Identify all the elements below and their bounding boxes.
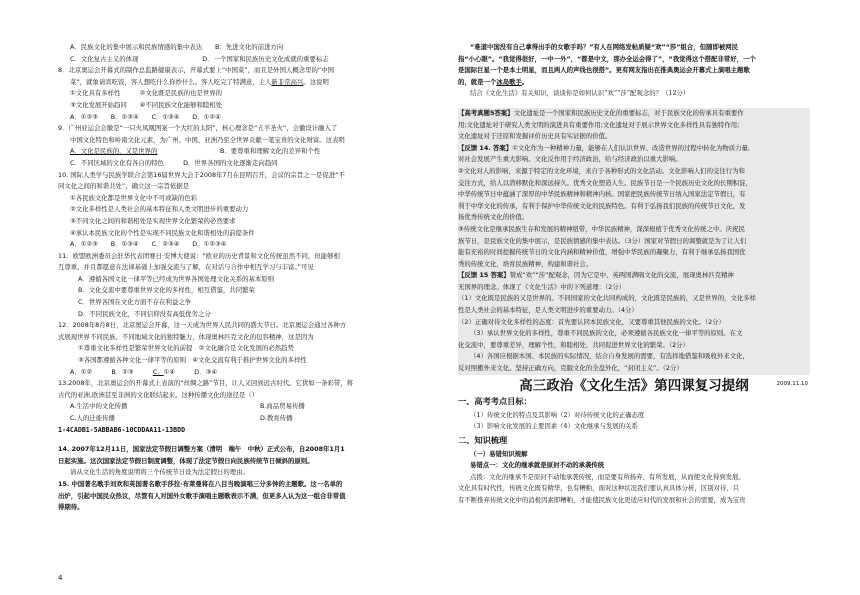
q9-option-b: B．要尊重和理解文化的差异和个性 xyxy=(220,147,321,156)
q13-stem-line2: 古代的亚洲,欧洲甚至非洲的文化联结起来。这种传播文化的途径是（） xyxy=(58,390,259,399)
q10-options: A．①②③ B．①③④ C．②③④ D．①②③④ xyxy=(70,240,227,249)
answer-14-line3: ②文化对人的影响，来源于特定的文化环境，来自于各种形式的文化活动。文化影响人们的交往行为和 xyxy=(458,166,745,175)
q10-statement-2: ②文化多样性是人类社会的基本特征和人类文明进步的重要动力 xyxy=(70,205,249,214)
q8-stem-line2: 菜”，就象请宾吃饭，客人想吃什么你炒什么。客人吃完了特满意，主人新非常高兴。这说明 xyxy=(70,77,329,86)
page-number: 4 xyxy=(58,574,63,582)
q15-stem-line2: 出炉，引起中国民众热议，尽管有人对国外女歌手演唱主题歌表示不满，但更多人认为这一组合非常值 xyxy=(58,491,346,500)
answer-15-line3: （1）文化既是民族的又是世界的。不同国家的文化共同构成的，文化既是民族的，又是世界的，文化多样 xyxy=(458,294,757,303)
explanation-line3: 有不断推弃传统文化中的消极因素即糟粕，才能使民族文化更适应时代的发展和社会的需要，成为宝贵 xyxy=(458,495,746,504)
answer-15-line4: 性是人类社会的基本特征，是人类文明进步的重要动力。（4分） xyxy=(458,306,638,315)
q13-options-cd: C.人的迁徙传播 D.教育传播 xyxy=(70,414,293,422)
q9-options-cd: C．不同区域的文化有各自的特色 D．世界各国的文化逐渐走向趋同 xyxy=(70,158,278,167)
answer-5-line1: 【高考真题5答案】文化遗址是一个国家和民族历史文化的重要标志，对于民族文化的传承具有重要作 xyxy=(458,108,744,117)
section-exam-targets: 一、高考考点目标： xyxy=(458,396,532,407)
q11-option-a: A．遵循各国文化一律平等已经成为世界各国处理文化关系的基本原则 xyxy=(78,274,275,283)
q15-passage-line3: 是国际巨星一个是本土明星，而且两人的声线也很搭”。更有网友指出在推典奥运会开幕式上演唱主题歌 xyxy=(458,66,750,75)
answer-key: 1-4CADB1-5ABBAB6-10CDDAA11-13BDD xyxy=(58,425,186,434)
answer-15-label: 【反馈 15 答案】 xyxy=(458,271,510,280)
q7-options-cd: C．文化复古主义的体现 D．一个国家和民族历史文化成就的重要标志 xyxy=(70,54,329,63)
section-knowledge-review: 二、知识梳理 xyxy=(458,435,508,445)
q10-statement-1: ①各民族文化都是世界文化中不可或缺的色彩 xyxy=(70,193,198,202)
answer-15-line7: 化交流中，要尊重差异，理解个性，和睦相处，共同促进世界文化的繁荣。（2分） xyxy=(458,340,689,349)
answer-14-line4: 交往方式，给人以潜移默化和深远持久。优秀文化塑造人生。民族节日是一个民族历史文化的长期积淀， xyxy=(458,178,752,187)
q14-stem-line1: 14. 2007年12月11日，国家法定节假日调整方案（清明 端午 中秋）正式公布，自2008年1月1 xyxy=(58,445,345,454)
explanation-line1: 点拨：文化的继承不是原封不动地承袭传统，而是要有所扬弃、有所发展，从而使文化得到发展。 xyxy=(470,472,745,481)
left-column xyxy=(58,42,424,514)
answer-5-label: 【高考真题5答案】 xyxy=(458,108,514,117)
answer-15-line1: 【反馈 15 答案】赞成“欢”“莎”配观念，因为它是中、英两国满唱文化的交流，展现奥林匹克精神 xyxy=(458,271,734,280)
answer-15-line9: 反对照搬外来文化。坚持正确方向，克服文化的全盘外化，“封闭主义”。（2分） xyxy=(458,364,683,373)
q9-options-ab xyxy=(58,146,424,158)
explanation-line2: 文化具有时代性，传统文化既有精华，也有糟粕，面对这种状况我们要认真具体分析，区别对待，只 xyxy=(458,484,740,493)
q12-answer-mark: C． xyxy=(152,367,164,376)
q15-passage-line1: “难道中国没有自己拿得出手的女歌手吗？”有人在网络发帖质疑“欢”“莎”组合，但随即被网民 xyxy=(470,43,739,51)
q15-stem-line1: 15. 中国著名歌手刘欢和英国著名歌手莎拉·布莱曼将在八目当晚演唱三分多钟的主题歌。这一名单的 xyxy=(58,479,343,488)
answer-14-line7: 扬优秀传统文化的价值。 xyxy=(458,213,529,222)
q13-options-ab: A.生活中的文化传播 B.商品贸易传播 xyxy=(70,402,305,411)
q12-stem-line2: 式展现世界不同民族、不同地域文化的独特魅力，体现奥林匹克文化的包容精神，这是因为 xyxy=(58,332,314,341)
answer-14-line11: 秀的传统文化，培育民族精神，构建和谐社会。 xyxy=(458,259,593,268)
q10-stem-line1: 10. 国际人类学与民族学联合会第16届世界大会于2008年7月在昆明召开，会议的宗旨之一是促进“不 xyxy=(58,170,345,179)
outline-date: 2009.11.10 xyxy=(776,380,808,387)
answer-14-line9: 族节日，是民族文化的集中展示，是民族情感的集中表达。（3分）国家对节假日的调整就是为了让人们 xyxy=(458,236,747,245)
subsection-error-prone: （一）易错知识规解 xyxy=(470,449,528,458)
underlined-phrase: 新非常高兴 xyxy=(271,77,304,86)
q9-stem-line1: 9．广州亚运会会徽是“一只火凤凰图案一个大红的太阳”，核心理念是“五羊圣火”，会徽设计融入了 xyxy=(58,124,338,133)
q10-stem-line2: 同文化之间的和谐共处”，确立这一宗旨依据是 xyxy=(58,182,190,191)
q14-stem-line2: 日起实施。这次国家法定节假日制度调整，体现了法定节假日向民族传统节日倾斜的原则。 xyxy=(58,456,314,465)
right-column xyxy=(458,42,810,507)
answer-14-line8: ③传统文化是继承民族生存和发展的精神纽带，中华民族精神，深深根植于优秀文化传统之中。庆祝民 xyxy=(458,224,745,233)
q12-stem-line1: 12．2008年8月8日，北京奥运会开幕，这一天成为世界人民共同的盛大节日。北京奥运会通过各种方 xyxy=(58,321,347,330)
answer-block xyxy=(458,108,810,375)
q10-statement-3: ③不同文化之间的和谐相处是实现世界文化繁荣的必然要求 xyxy=(70,216,236,225)
q11-option-b: B．文化交流中要尊重世界文化的多样性，相互借鉴，共同繁荣 xyxy=(78,286,255,295)
q8-statements-34: ③文化发展开始趋同 ④不同民族文化能够和睦相处 xyxy=(70,100,223,109)
q11-stem-line1: 11．欧盟欧洲委员会驻华代表团赛日·安博大使说：“欧亚的历史背景和文化传统虽然不同，但能够相 xyxy=(58,251,340,260)
answer-5-line3: 文化遗址对于还原和发掘评价历史具有实证据的价值。 xyxy=(458,132,612,141)
answer-14-line5: 中华传统节日中蕴涵了深厚的中华民族精神和精神内核。国家把民族传统节日纳入国家法定节假日，有 xyxy=(458,190,746,199)
underlined-phrase: 冰岛歌手 xyxy=(496,77,522,86)
answer-15-line8: （4）各国应根据本国、本民族的实际情况，结合自身发展的需要，有选择地借鉴和吸收外来文化， xyxy=(470,352,749,361)
q14-prompt: 请从文化生活的角度说明将三个传统节日设为法定假日的理由。 xyxy=(70,468,249,477)
q11-stem-line2: 互尊重，并且都愿意在法律基础上加强交流与了解，在对话与合作中相互学习与丰富。”可见 xyxy=(58,263,314,272)
answer-15-line2: 无国界的理念。体现了《文化生活》中的下列道理：（2分） xyxy=(458,282,626,291)
answer-14-line2: 对社会发展产生重大影响。文化反作用于经济政治，给与经济政治以重大影响。 xyxy=(458,155,682,164)
q12-statements-12: ①尊重文化多样性是繁荣世界文化的前提 ②文化融合是文化发展的必然趋势 xyxy=(78,344,294,353)
q12-statements-34: ③各国都遵循各种文化一律平等的原则 ④文化交流有利于推护世界文化的多样性 xyxy=(78,356,307,365)
q8-statements-12: ①文化具有多样性 ②文化既是民族的也是世界的 xyxy=(70,89,223,98)
q12-options: A．①② B．②③ C．①④ D．③④ xyxy=(70,367,218,376)
answer-14-label: 【反馈 14. 答案】 xyxy=(458,143,513,152)
q11-option-d: D．不同民族文化，不同信仰没有高低优劣之分 xyxy=(78,309,211,318)
q13-stem-line1: 13.2008年，北京奥运会的开幕式上表演的“丝绸之路”节目，让人又回到远古时代。它犹如一条彩带，将 xyxy=(58,379,354,388)
q7-options-ab: A．民族文化的集中展示和民族情感的集中表达 B．先进文化的前进方向 xyxy=(70,43,284,51)
answer-14-line1: 【反馈 14. 答案】①文化作为一种精神力量，能够在人们认识世界、改造世界的过程中转化为物质力量, xyxy=(458,143,750,152)
answer-5-line2: 用;文化遗址对于研究人类文明的演进具有重要作用;文化遗址对于展示世界文化多样性具有独特作用; xyxy=(458,120,740,129)
q8-stem-line1: 8．北京奥运会开幕式的制作总监路健康表示，开幕式要上“中国菜”，而且是外国人概念里的“中国 xyxy=(58,66,335,75)
q9-stem-line2: 中国文化特色和岭南文化元素，为广州、中国、亚洲乃至全世界贡献一笔宝贵的文化财富。这表明 xyxy=(70,135,345,144)
error-point-1: 易错点一：文化的继承就是原封不动的承袭传统 xyxy=(470,461,605,470)
q15-prompt: 结合《文化生活》有关知识，谈谈你是如何认识“欢”“莎”配观念的？（12分） xyxy=(470,89,690,98)
q10-statement-4: ④承认本民族文化的个性是实现不同民族文化和谐相处的前提条件 xyxy=(70,228,255,237)
q9-option-a: A．文化是民族的，又是世界的 xyxy=(70,147,158,156)
answer-15-line6: （3）承认世界文化的多样性，尊重不同民族的文化，必须遵循各民族文化一律平等的原则。在文 xyxy=(470,329,743,338)
answer-14-line10: 能有充裕的时间挖掘传统节日的文化内涵和精神价值，增强中华民族的凝聚力，有利于继承弘扬我国优 xyxy=(458,248,746,257)
q15-stem-line3: 得期待。 xyxy=(58,503,84,512)
q11-option-c: C．世界各国在文化方面不存在利益之争 xyxy=(78,298,192,307)
q15-passage-line4: 的，就是一个冰岛歌手。 xyxy=(458,77,529,86)
q15-passage-line2: 指“小心眼”。“我觉得很好，一中一外”，“都是中文，那办全运会得了”，“我觉得这个搭配非常好，一个 xyxy=(458,54,756,63)
answer-15-line5: （2）正确对待文化多样性的态度：首先要认同本民族文化，又要尊重其他民族的文化。（2分） xyxy=(458,317,725,326)
target-points-2: （3）影响文化发展的主要因素（4）文化继承与发展的关系 xyxy=(470,422,638,431)
answer-14-line6: 利于中华文化的传承，有利于保护中华传统文化的民族特色。有利于弘扬我们民族的传统节日文化，发 xyxy=(458,201,746,210)
target-points-1: （1）传统文化的特点及其影响（2）对待传统文化的正确态度 xyxy=(470,410,645,419)
q8-options: A．①②③ B．②③④ C．①③④ D．①②④ xyxy=(70,112,221,121)
outline-title: 高三政治《文化生活》第四课复习提纲 2009.11.10 xyxy=(519,377,808,394)
